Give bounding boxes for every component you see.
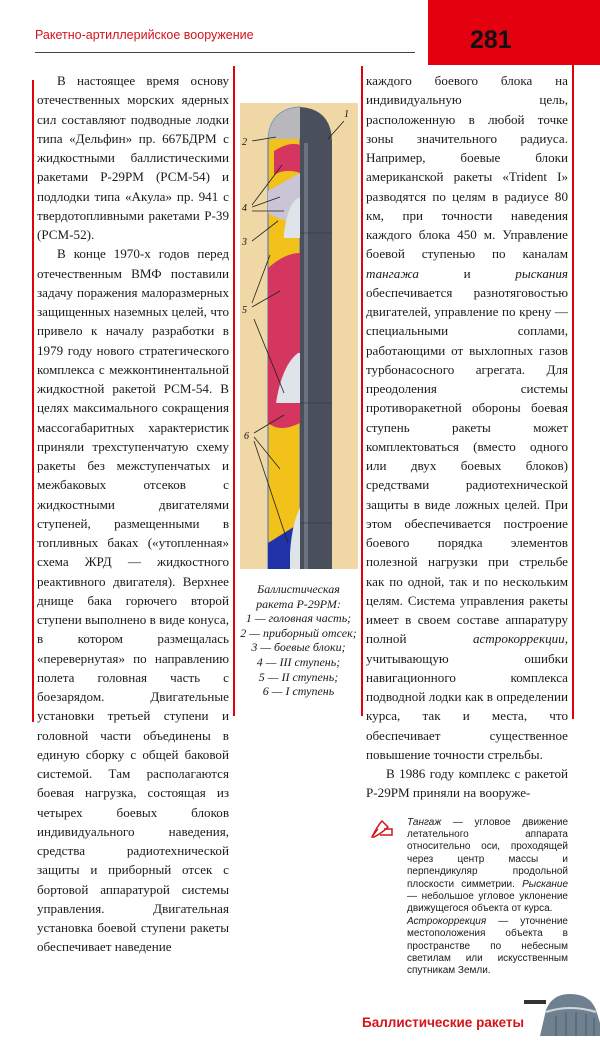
page-number: 281 [470, 26, 512, 54]
header-rule [35, 52, 415, 53]
glossary-term: Рыскание [522, 878, 568, 890]
caption-item: 3 — боевые блоки; [251, 640, 346, 655]
pen-writing-icon [370, 817, 400, 839]
footer-row [362, 990, 596, 1036]
paragraph [366, 71, 568, 764]
callout-6: 6 [244, 431, 249, 442]
glossary-term: Тангаж [407, 816, 442, 828]
naval-turret-illustration [524, 990, 600, 1036]
right-text-column [366, 71, 568, 803]
paragraph: В конце 1970-х годов перед отечественным ВМФ поставили задачу поражения малоразмерных защищенных наземных целей, что привело к началу разработки в 1979 году нового стратегического комплекса с межконтинентальной жидкостной ракетой РСМ-54. В целях максимального сокращения массогабаритных характеристик приняли трехступенчатую схему ракеты без межступенчатых и межбаковых отсеков с жидкостными двигателями ступеней, размещенными в топливных баках («утопленная» схема ЖРД — жидкостного реактивного двигателя). Верхнее днище бака горючего второй ступени выполнено в виде конуса, в котором размещалась «перевернутая» по направлению полета головная часть с боезарядом. Двигательные установки третьей ступени и головной части объединены в единую сборку с общей баковой системой. Там располагаются боевая нагрузка, состоящая из четырех боевых блоков индивидуального наведения, средства радиотехнической защиты и приборный отсек с бортовой аппаратурой системы управления. Двигательная установка боевой ступени ракеты обеспечивает наведение [37, 246, 229, 955]
term-pitch: тангажа [366, 265, 419, 281]
glossary-definition: — небольшое угловое уклонение движущегося объекта от курса. [407, 890, 568, 915]
right-column-stack [362, 71, 568, 1036]
page-number-box [428, 0, 600, 65]
glossary-definition: — уточнение местоположения объекта в пространстве по небесным светилам или искусственным спутникам Земли. [407, 915, 568, 977]
callout-2: 2 [242, 137, 247, 148]
left-text-column [37, 71, 229, 957]
missile-figure [240, 103, 358, 569]
term-astrocorrection: астрокоррекции [472, 631, 565, 647]
caption-item: 4 — III ступень; [256, 654, 341, 669]
running-header-title: Ракетно-артиллерийское вооружение [35, 28, 254, 42]
caption-title: Баллистическая [257, 582, 340, 596]
caption-item: 5 — II ступень; [258, 669, 339, 684]
paragraph: В настоящее время основу отечественных морских ядерных сил составляют подводные лодки типа «Дельфин» пр. 667БДРМ с жидкостными баллистическими ракетами Р-29РМ (РСМ-54) и подлодки типа «Акула» пр. 941 с твердотопливными ракетами Р-39 (РСМ-52). [37, 73, 229, 242]
term-yaw: рыскания [515, 265, 568, 281]
callout-5: 5 [242, 305, 247, 316]
column-rule-right [572, 65, 574, 719]
caption-item: 1 — головная часть; [245, 611, 352, 626]
column-rule-mid2 [361, 66, 363, 716]
text-run: , учитывающую ошибки навигационного комплекса подводной лодки как в определении курса, так и места, что обеспечивает существенное повышение точности стрельбы. [366, 631, 568, 762]
callout-1: 1 [344, 109, 349, 120]
caption-item: 6 — I ступень [262, 684, 335, 699]
column-rule-mid1 [233, 66, 235, 716]
caption-item: 2 — приборный отсек; [240, 625, 357, 640]
paragraph: В 1986 году комплекс с ракетой Р-29РМ приняли на вооруже- [366, 766, 568, 801]
glossary-note [407, 817, 568, 978]
footer-section-title: Баллистические ракеты [362, 1014, 525, 1030]
callout-4: 4 [242, 203, 247, 214]
glossary-term: Астрокоррекция [407, 915, 487, 927]
text-run: обеспечивается разнотяговостью двигателей, управление по крену — специальными соплами, работающими от выхлопных газов турбонасосного агрегата. Для преодоления системы противоракетной обороны боевая ступень ракеты может комплектоваться (вместо одного или двух боевых блоков) средствами радиотехнической защиты в виде ложных целей. При этом обеспечивается построение боевого порядка элементов полезной нагрузки при стрельбе как по одной, так и по нескольким целям. Система управления ракеты имеет в своем составе аппаратуру полной [366, 284, 568, 647]
glossary-note-row [366, 817, 568, 978]
callout-3: 3 [242, 237, 247, 248]
missile-cutaway-illustration [240, 103, 358, 569]
column-rule-left [32, 80, 34, 722]
glossary-definition: — угловое движение летательного аппарата относительно оси, проходящей через центр массы и перпендикуляр продольной плоскости симметрии. [407, 816, 568, 890]
text-run: каждого боевого блока на индивидуальную цель, расположенную в любой точке зоны значительного радиуса. Например, боевые блоки американской ракеты «Trident I» разводятся по целям в радиусе 80 км, при точности наведения каждого блока 450 м. Управление боевой ступенью по каналам [366, 73, 568, 262]
figure-caption [237, 582, 360, 699]
text-run: и [418, 265, 516, 281]
caption-title: ракета Р-29РМ: [256, 596, 341, 611]
